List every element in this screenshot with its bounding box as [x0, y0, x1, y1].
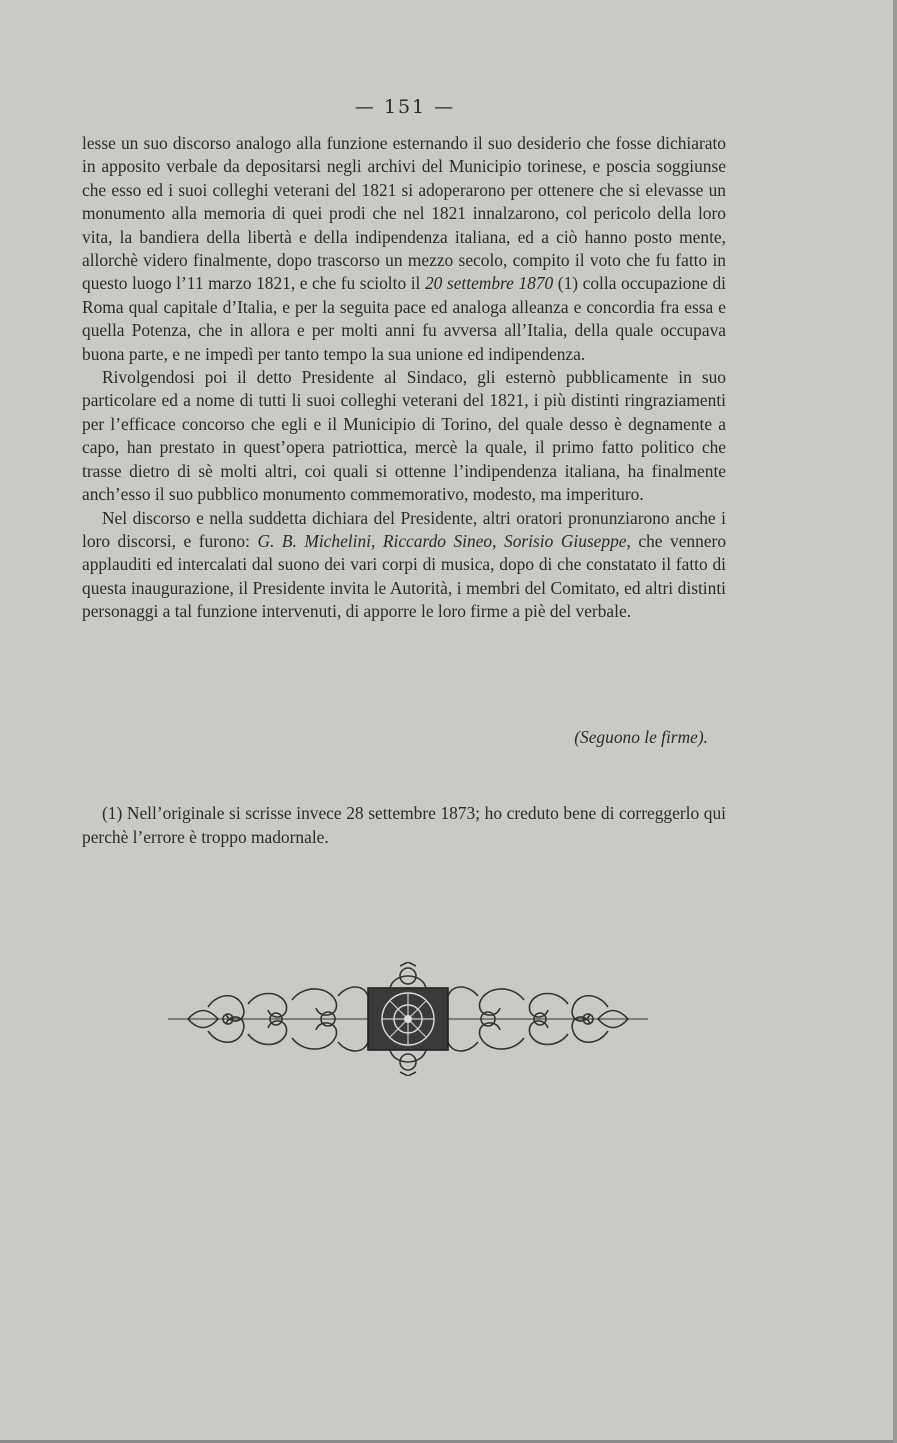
paragraph-3-text-b: , che vennero applauditi ed intercalati dal suono dei vari corpi di musica, dopo di che constatato il fatto di questa inaugurazione, il Presidente invita le Autorità, i membri del Comitato, ed altri distinti personaggi a tal funzione intervenuti, di apporre le loro firme a piè del verbale.: [82, 530, 727, 622]
paragraph-1: [82, 132, 726, 366]
page-number: — 151 —: [354, 96, 456, 118]
paragraph-1-text-b: (1) colla occupazione di Roma qual capitale d’Italia, e per la seguita pace ed analoga alleanza e concordia fra essa e quella Potenza, che in allora e per molti anni fu avversa all’Italia, della quale occupava buona parte, e ne impedì per tanto tempo la sua unione ed indipendenza.: [82, 273, 726, 364]
decorative-ornament: [168, 962, 648, 1076]
central-medallion: [368, 962, 448, 1076]
paragraph-2-text: Rivolgendosi poi il detto Presidente al Sindaco, gli esternò pubblicamente in suo particolare ed a nome di tutti li suoi colleghi veterani del 1821, i più distinti ringraziamenti per l’efficace concorso che egli e il Municipio di Torino, del quale desso è degnamente a capo, han prestato in quest’opera patriottica, mercè la quale, il primo fatto politico che trasse dietro di sè molti altri, coi quali si ottenne l’indipendenza italiana, ha finalmente anch’esso il suo pubblico monumento commemorativo, modesto, ma imperituro.: [82, 367, 726, 505]
separator-comma-1: ,: [371, 530, 383, 551]
orator-name-michelini: G. B. Michelini: [257, 530, 371, 551]
body-text: [82, 132, 726, 624]
paragraph-3: [82, 507, 726, 624]
footnote: (1) Nell’originale si scrisse invece 28 settembre 1873; ho creduto bene di correggerlo qui perchè l’errore è troppo madornale.: [82, 803, 726, 847]
separator-comma-2: ,: [492, 530, 505, 551]
page-edge: [893, 0, 897, 1443]
paragraph-1-text-a: lesse un suo discorso analogo alla funzione esternando il suo desiderio che fosse dichiarato in apposito verbale da depositarsi negli archivi del Municipio torinese, e poscia soggiunse che esso ed i suoi colleghi veterani del 1821 si adoperarono per ottenere che si elevasse un monumento alla memoria di quei prodi che nel 1821 innalzarono, col pericolo della loro vita, la bandiera della libertà e della indipendenza italiana, ed a ciò hanno posto mente, allorchè videro finalmente, dopo trascorso un mezzo secolo, compito il voto che fu fatto in questo luogo l’11 marzo 1821, e che fu sciolto il: [82, 133, 726, 294]
date-italic: 20 settembre 1870: [424, 273, 554, 294]
signature-note: (Seguono le firme).: [574, 727, 708, 747]
paragraph-2: [82, 366, 726, 506]
orator-name-sorisio: Sorisio Giuseppe: [504, 530, 627, 551]
orator-name-sineo: Riccardo Sineo: [382, 530, 493, 551]
paragraph-3-text-a: Nel discorso e nella suddetta dichiara del Presidente, altri oratori pronunziarono anche i loro discorsi, e furono:: [82, 507, 726, 551]
